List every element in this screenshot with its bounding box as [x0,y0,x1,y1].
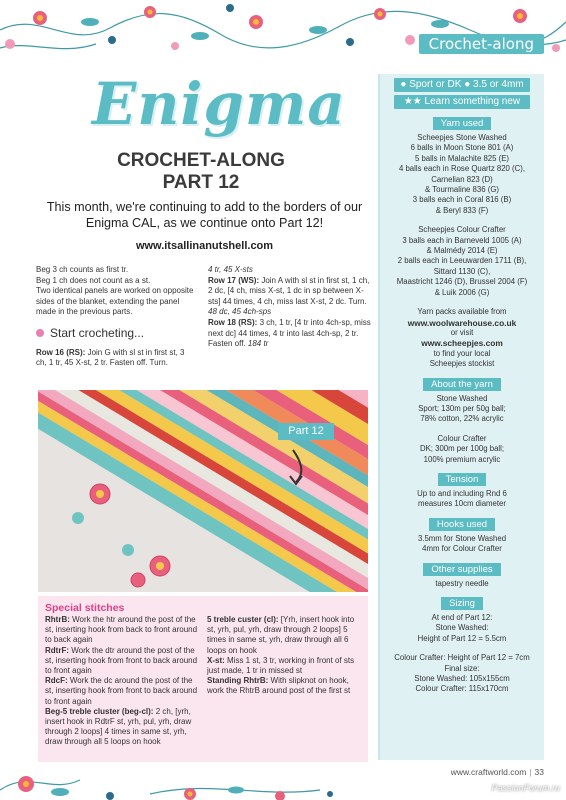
yarn-line: 4 balls each in Rose Quartz 820 (C), [398,164,526,174]
packs-line: Scheepjes stockist [429,359,495,369]
packs-line: Yarn packs available from [417,307,507,317]
supplies-title: Other supplies [423,563,500,576]
row-16-text: Join G with sl st in first st, 3 ch, 1 tr, 45 X-st, 2 tr. Fasten off. Turn. [36,347,185,368]
scheepjes-link[interactable]: www.scheepjes.com [421,338,503,349]
yarn-line: Sittard 1130 (C), [433,266,491,276]
special-stitches-box [38,596,368,762]
packs-line: or visit [450,327,474,337]
sizing-line: At end of Part 12: [431,613,493,622]
photo-label: Part 12 [278,423,334,440]
page-number: 33 [534,767,544,777]
website-link[interactable]: www.itsallinanutshell.com [135,240,274,252]
yarn-line: & Tourmaline 836 (G) [425,185,499,195]
yarn-line: & Beryl 833 (F) [435,205,489,215]
yarn-line: & Malmédy 2014 (E) [426,246,498,256]
stitch-term: RdtrF: [45,645,69,655]
bullet-dot-icon [36,329,44,337]
supplies-line: tapestry needle [435,578,489,588]
row-18-text: 3 ch, 1 tr, [4 tr into 4ch-sp, miss next dc] 44 times, 4 tr into last 4ch-sp, 2 tr. Fasten off. [208,317,371,349]
stitch-beg-cl [45,707,199,748]
tension-line: measures 10cm diameter [418,499,506,509]
note-1: Beg 3 ch counts as first tr. [36,265,129,274]
yarn-ball-icon: ● [400,79,407,90]
row-17-text: Join A with sl st in first st, 1 ch, 2 dc, [4 ch, miss X-st, 1 dc in sp between X-sts] 44 times, 4 ch, miss last X-st, 2 dc. Turn. [208,275,370,306]
note-3: Two identical panels are worked on opposite sides of the blanket, extending the panel made in the previous parts. [36,286,194,317]
start-heading [36,325,196,340]
about-colour-crafter [380,434,544,465]
sizing-stone-washed [380,613,544,644]
yarn-list-colour-crafter [380,225,544,298]
packs-line: to find your local [433,348,491,358]
stitch-desc: With slipknot on hook, work the RhtrB around post of the first st [207,676,351,696]
stitch-x-st [207,656,361,676]
special-stitches-heading: Special stitches [45,602,125,614]
tension-text [380,489,544,510]
info-sidebar [378,74,544,760]
hooks-line: 4mm for Colour Crafter [422,544,502,554]
footer-separator: | [529,767,532,777]
about-line: 100% premium acrylic [423,454,501,464]
about-stone-washed [380,394,544,425]
stitch-desc: Work the dtr around the post of the st, inserting hook from front to back around to front again [45,645,198,676]
stitch-term: 5 treble custer (cl): [207,615,279,624]
yarn-line: Maastricht 1246 (D), Brussel 2004 (F) [396,277,528,287]
yarn-packs [380,307,544,369]
yarn-line: 3 balls each in Coral 816 (B) [412,195,512,205]
row-17 [208,276,372,318]
about-yarn-title: About the yarn [423,378,501,391]
sizing-line: Colour Crafter: Height of Part 12 = 7cm [394,653,530,663]
watermark: PassionForum.ru [491,783,560,793]
yarn-weight: Sport or DK [409,79,462,90]
row-17-count: 48 dc, 45 4ch-sps [208,307,272,317]
row-17-label: Row 17 (WS): [208,275,260,285]
instructions-column-right [208,265,372,350]
about-line: DK; 300m per 100g ball; [419,444,505,454]
row-16-count: 4 tr, 45 X-sts [208,265,253,274]
title-line-2: PART 12 [162,172,240,193]
footer-site[interactable]: www.craftworld.com [450,767,527,777]
stitch-term: RhtrB: [45,615,70,624]
hook-icon: ● [464,79,471,90]
stitch-desc: Work the dc around the post of the st, inserting hook from front to back around to front again [45,676,198,706]
stitch-term: X-st: [207,655,225,665]
sizing-line: Stone Washed: [435,623,489,633]
row-16-count-line [208,265,372,276]
stitch-desc: 2 ch, [yrh, insert hook in RdtrF st, yrh, pul, yrh, draw through 2 loops] 4 times in same st, yrh, draw through all 5 loops on hook [45,706,192,747]
blanket-photo [38,390,368,592]
yarn-line: Scheepjes Stone Washed [417,133,507,142]
stitch-term: Beg-5 treble cluster (beg-cl): [45,706,154,716]
sizing-title: Sizing [441,597,483,610]
title-script: Enigma [92,70,346,138]
note-2: Beg 1 ch does not count as a st. [36,275,151,285]
row-16-start [36,348,196,369]
hooks-text [380,534,544,555]
yarn-line: Scheepjes Colour Crafter [418,225,506,235]
stitch-term: RdcF: [45,676,68,686]
sizing-line: Height of Part 12 = 5.5cm [417,633,507,643]
title-line-1: CROCHET-ALONG [117,150,285,171]
tension-line: Up to and including Rnd 6 [417,488,507,498]
hook-size: 3.5 or 4mm [473,79,524,90]
special-stitches-col-left [45,615,199,748]
tension-title: Tension [438,473,487,486]
yarn-line: 5 balls in Malachite 825 (E) [414,153,510,163]
woolwarehouse-link[interactable]: www.woolwarehouse.co.uk [407,317,517,328]
yarn-line: 2 balls each in Leeuwarden 1711 (B), [397,256,527,266]
intro-text: This month, we're continuing to add to the borders of our Enigma CAL, as we continue onto Part 12! [46,200,363,230]
about-line: 78% cotton, 22% acrylic [420,414,504,424]
supplies-text [380,579,544,589]
yarn-line: 3 balls each in Barneveld 1005 (A) [402,235,522,245]
yarn-weight-bar [394,78,530,92]
sizing-line: Stone Washed: 105x155cm [414,674,510,684]
stitch-rdcf [45,676,199,707]
floral-border-bottom [0,750,566,800]
skill-level-bar: ★★ Learn something new [394,95,530,109]
yarn-line: & Luik 2006 (G) [434,287,490,297]
row-18 [208,318,372,350]
yarn-list-stone-washed [380,133,544,216]
start-heading-text: Start crocheting... [50,325,145,340]
stitch-desc: Miss 1 st, 3 tr, working in front of sts just made, 1 tr in missed st [207,655,355,676]
stitch-cl [207,615,361,656]
hooks-title: Hooks used [429,518,495,531]
yarn-line: Carnelian 823 (D) [431,174,493,184]
instructions-column-left [36,265,196,369]
about-line: Sport; 130m per 50g ball; [418,403,506,413]
section-tab: Crochet-along [419,34,544,54]
yarn-line: 6 balls in Moon Stone 801 (A) [410,143,514,153]
stitch-term: Standing RhtrB: [207,676,269,686]
stitch-rhtrb [45,615,199,646]
stitch-rdtrf [45,646,199,677]
special-stitches-col-right [207,615,361,748]
yarn-used-title: Yarn used [433,117,492,130]
page-title [96,150,306,194]
about-line: Colour Crafter [437,433,487,443]
sizing-line: Final size: [444,663,480,673]
sizing-line: Colour Crafter: 115x170cm [415,684,509,694]
stitch-standing-rhtrb [207,676,361,696]
row-16-label: Row 16 (RS): [36,347,86,357]
row-18-count: 184 tr [245,339,269,349]
stitch-desc: Work the htr around the post of the st, inserting hook from back to front around to back again [45,615,198,645]
hooks-line: 3.5mm for Stone Washed [417,533,507,543]
row-18-label: Row 18 (RS): [208,317,258,327]
about-line: Stone Washed [436,393,488,403]
stitch-desc: [Yrh, insert hook into st, yrh, pul, yrh, draw through 2 loops] 5 times in same st, yrh, draw through all 6 loops on hook [207,615,355,655]
sizing-colour-crafter [380,653,544,695]
